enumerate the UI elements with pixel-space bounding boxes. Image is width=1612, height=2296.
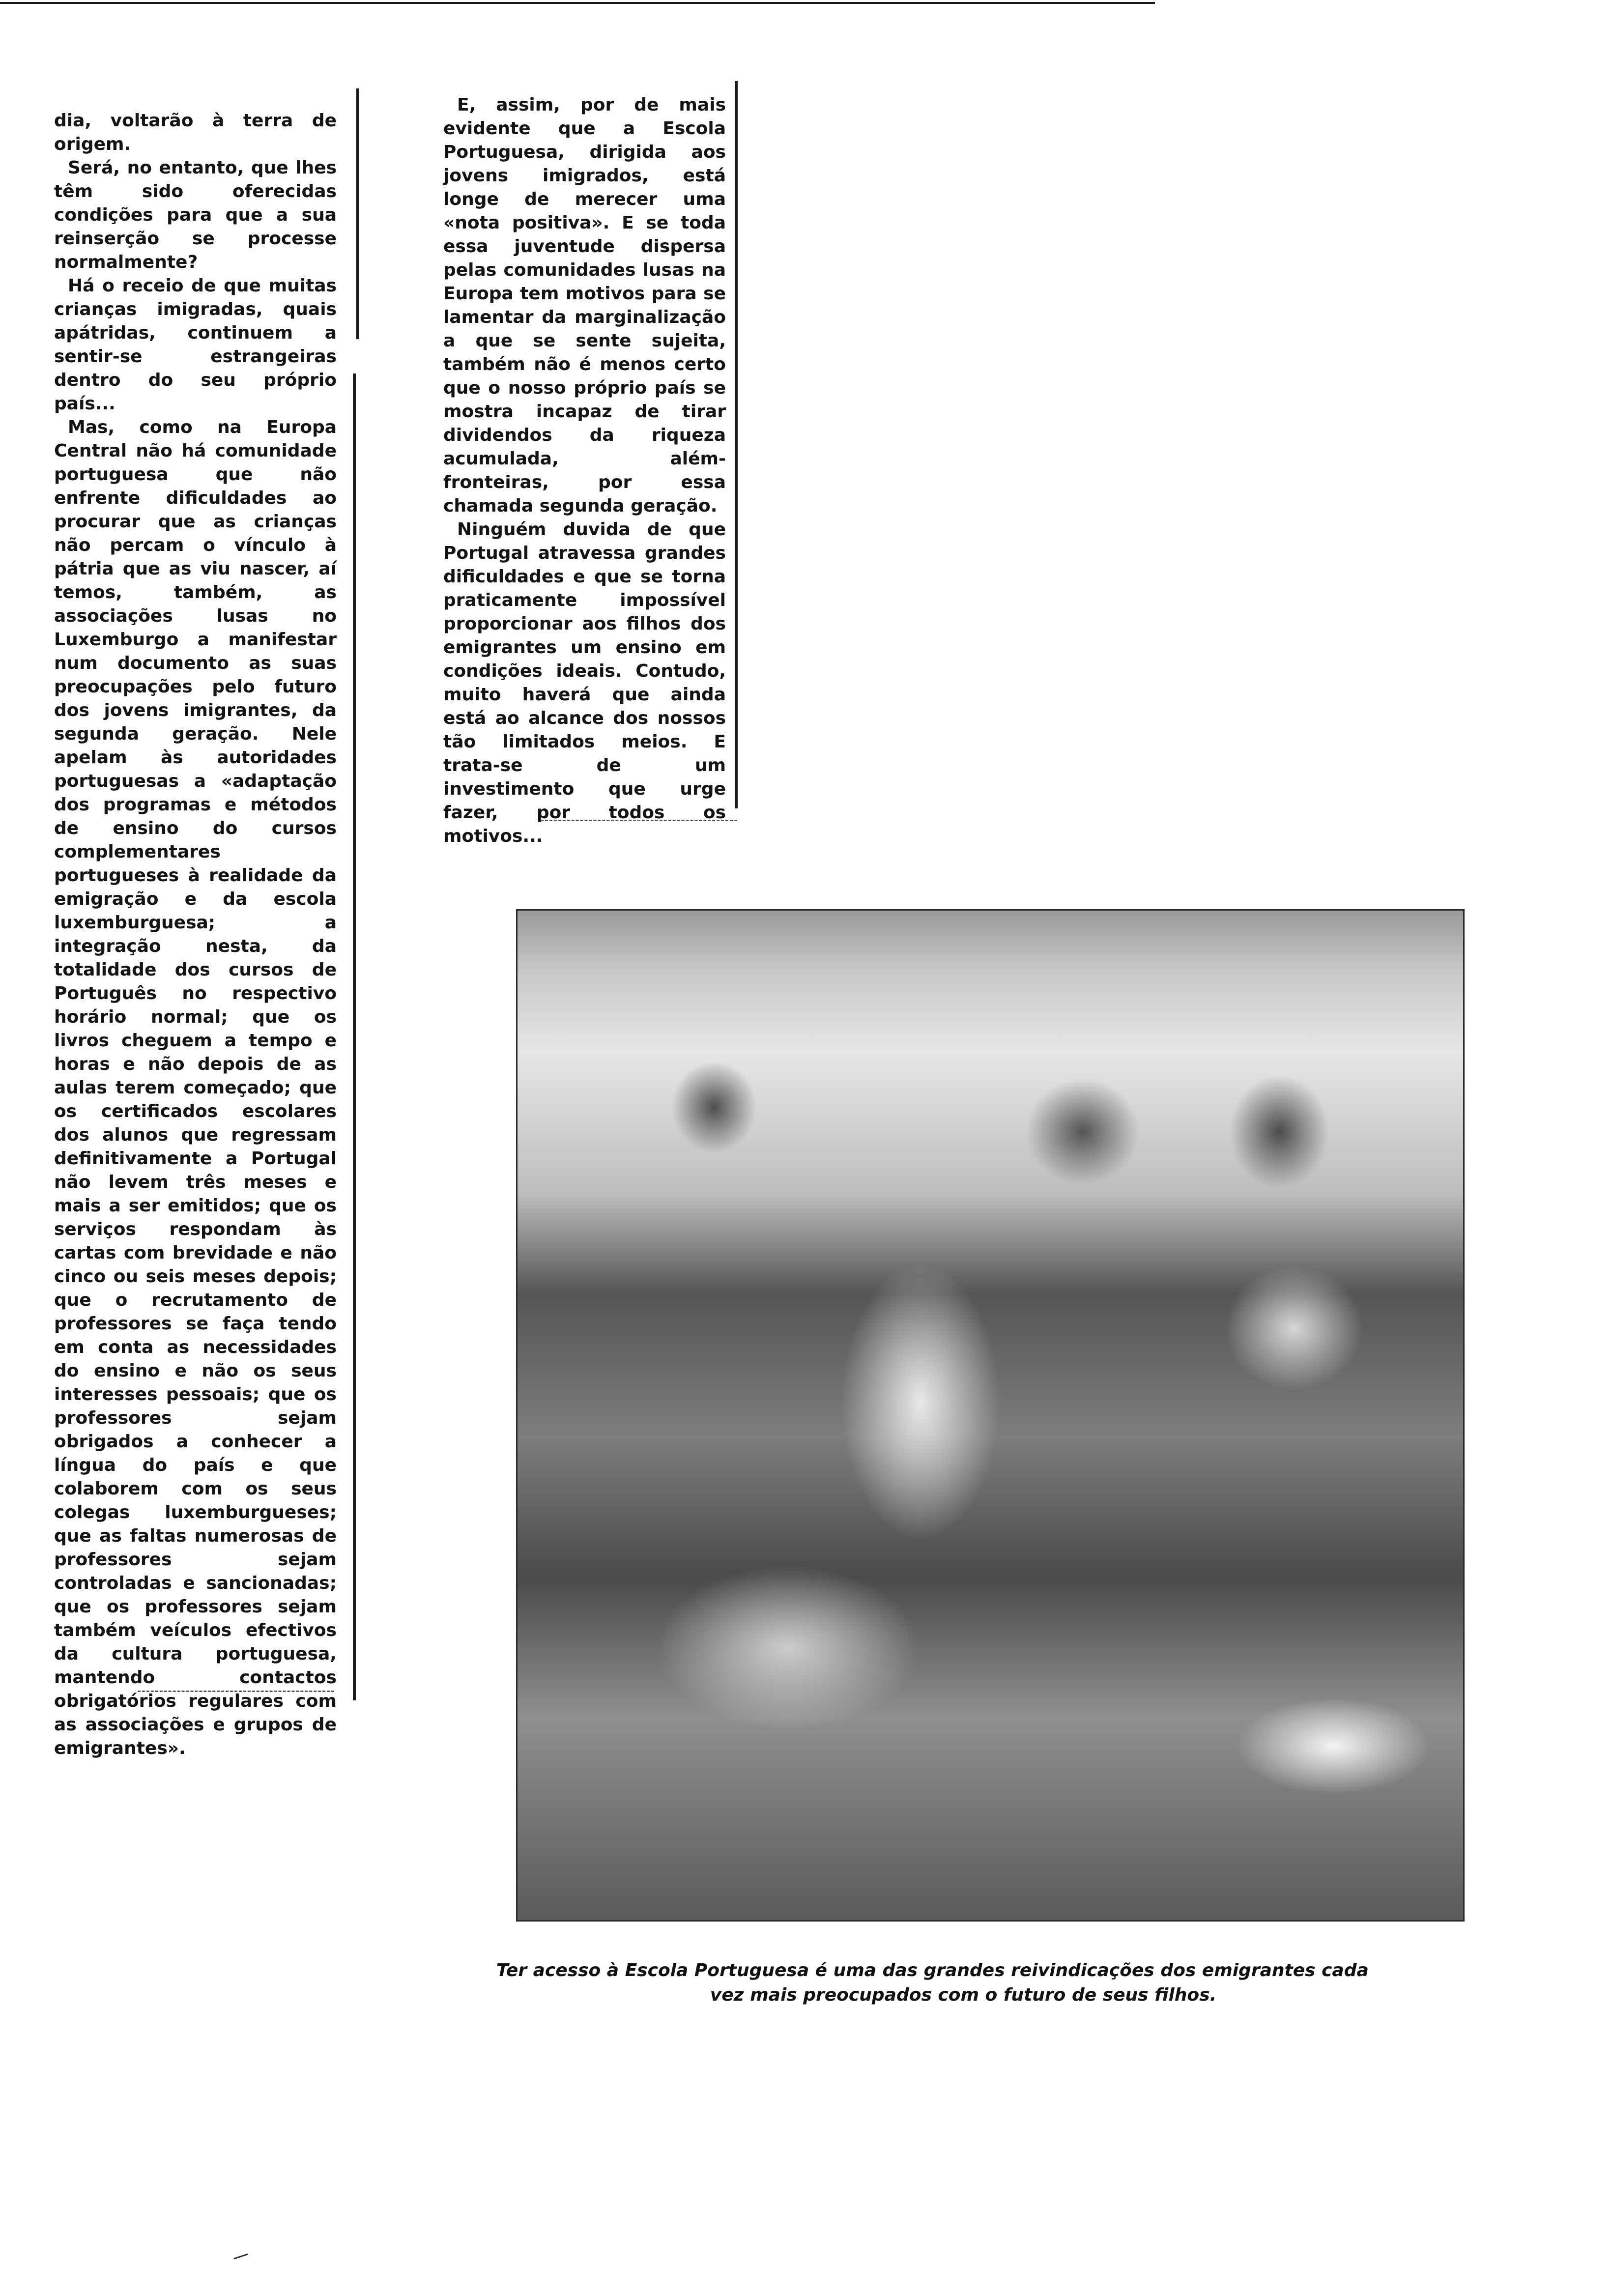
paragraph: Será, no entanto, que lhes têm sido oferecidas condições para que a sua reinserção se processe normalmente? — [54, 158, 337, 272]
column-end-rule — [138, 1691, 334, 1692]
paragraph: Há o receio de que muitas crianças imigradas, quais apátridas, continuem a sentir-se estrangeiras dentro do seu próprio país... — [54, 276, 337, 414]
column-rule — [735, 81, 738, 808]
paragraph: E, assim, por de mais evidente que a Escola Portuguesa, dirigida aos jovens imigrados, está longe de merecer uma «nota positiva». E se toda essa juventude dispersa pelas comunidades lusas na Europa tem motivos para se lamentar da marginalização a que se sente sujeita, também não é menos certo que o nosso próprio país se mostra incapaz de tirar dividendos da riqueza acumulada, além-fronteiras, por essa chamada segunda geração. — [443, 95, 726, 516]
article-column-1 — [54, 109, 337, 1760]
photo-caption — [496, 1958, 1430, 2008]
caption-line: vez mais preocupados com o futuro de seus filhos. — [710, 1985, 1217, 2005]
top-rule — [0, 2, 1155, 4]
paragraph: dia, voltarão à terra de origem. — [54, 111, 337, 154]
classroom-photo — [516, 909, 1465, 1922]
paragraph: Mas, como na Europa Central não há comunidade portuguesa que não enfrente dificuldades ao procurar que as crianças não percam o vínculo à pátria que as viu nascer, aí temos, também, as associações lusas no Luxemburgo a manifestar num documento as suas preocupações pelo futuro dos jovens imigrantes, da segunda geração. Nele apelam às autoridades portuguesas a «adaptação dos programas e métodos de ensino do cursos complementares portugueses à realidade da emigração e da escola luxemburguesa; a integração nesta, da totalidade dos cursos de Português no respectivo horário normal; que os livros cheguem a tempo e horas e não depois de as aulas terem começado; que os certificados escolares dos alunos que regressam definitivamente a Portugal não levem três meses e mais a ser emitidos; que os serviços respondam às cartas com brevidade e não cinco ou seis meses depois; que o recrutamento de professores se faça tendo em conta as necessidades do ensino e não os seus interesses pessoais; que os professores sejam obrigados a conhecer a língua do país e que colaborem com os seus colegas luxemburgueses; que as faltas numerosas de professores sejam controladas e sancionadas; que os professores sejam também veículos efectivos da cultura portuguesa, mantendo contactos obrigatórios regulares com as associações e grupos de emigrantes». — [54, 417, 337, 1758]
paragraph: Ninguém duvida de que Portugal atravessa grandes dificuldades e que se torna praticamente impossível proporcionar aos filhos dos emigrantes um ensino em condições ideais. Contudo, muito haverá que ainda está ao alcance dos nossos tão limitados meios. E trata-se de um investimento que urge fazer, por todos os motivos... — [443, 519, 726, 846]
column-end-rule — [541, 820, 737, 821]
column-rule — [353, 373, 356, 1700]
article-column-2 — [443, 93, 726, 848]
column-rule — [356, 88, 359, 339]
caption-line: Ter acesso à Escola Portuguesa é uma das grandes reivindicações dos emigrantes cada — [496, 1960, 1369, 1980]
stray-mark — [233, 2253, 248, 2259]
